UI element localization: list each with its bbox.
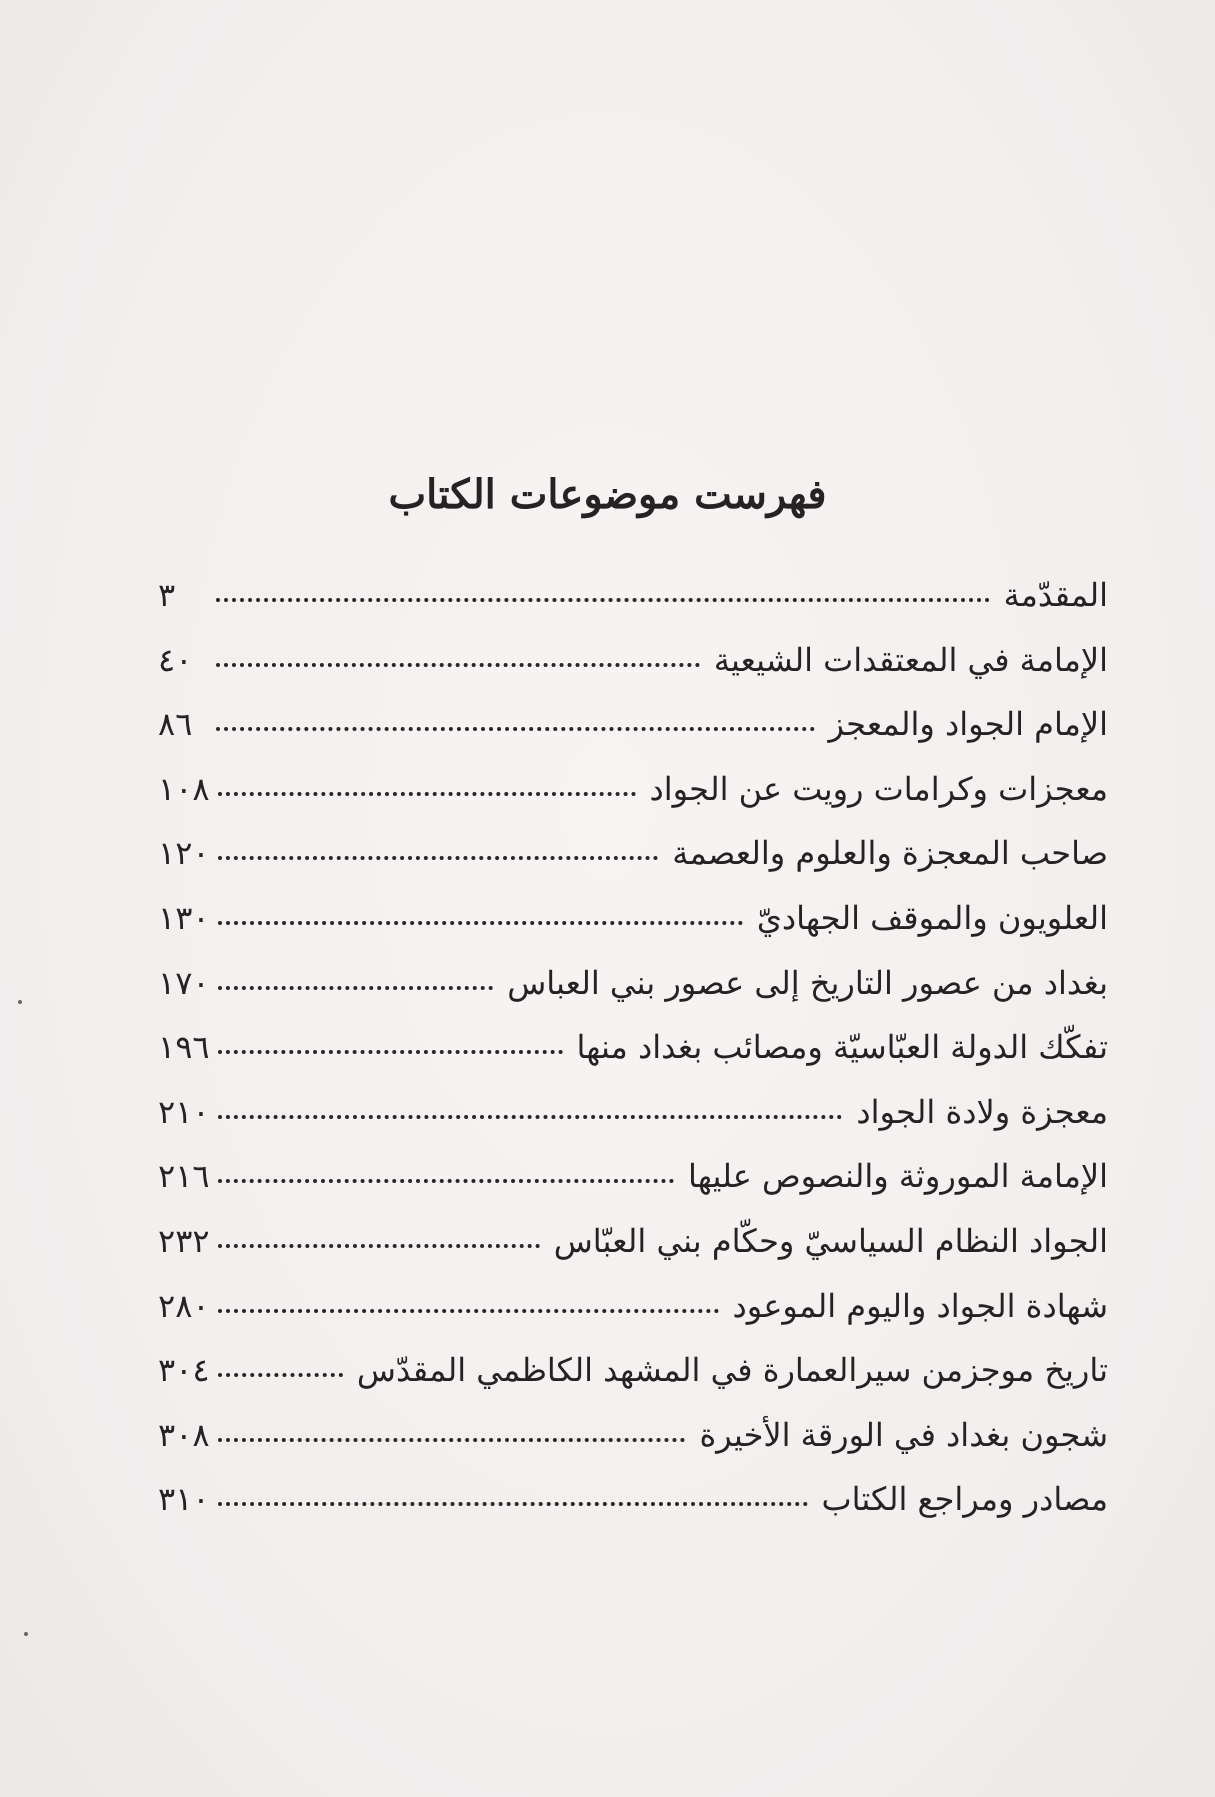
toc-entry-page: ٣٠٨ [158, 1415, 210, 1454]
toc-entry [158, 834, 1108, 899]
toc-entry-page: ١٣٠ [158, 898, 210, 937]
toc-entry [158, 1157, 1108, 1222]
dot-leader [218, 1050, 563, 1054]
toc-entry-title: معجزة ولادة الجواد [856, 1092, 1108, 1131]
toc-entry-page: ٢٣٢ [158, 1221, 210, 1260]
dot-leader [218, 792, 636, 796]
dot-leader [218, 1244, 540, 1248]
table-of-contents [158, 576, 1108, 1545]
toc-entry-title: الجواد النظام السياسيّ وحكّام بني العبّاس [553, 1221, 1108, 1260]
toc-entry-page: ٣١٠ [158, 1480, 210, 1519]
toc-entry-title: المقدّمة [1003, 576, 1108, 614]
toc-entry-page: ١٩٦ [158, 1028, 210, 1067]
toc-entry-title: تاريخ موجزمن سيرالعمارة في المشهد الكاظمي المقدّس [356, 1351, 1108, 1390]
toc-entry [158, 705, 1108, 770]
toc-entry-page: ٣٠٤ [158, 1351, 210, 1390]
toc-entry-title: صاحب المعجزة والعلوم والعصمة [672, 834, 1108, 873]
toc-entry [158, 964, 1108, 1029]
toc-entry [158, 641, 1108, 706]
paper-speck [18, 1000, 22, 1004]
dot-leader [216, 727, 815, 731]
dot-leader [218, 921, 743, 925]
toc-entry [158, 1093, 1108, 1158]
toc-entry [158, 1416, 1108, 1481]
toc-entry [158, 576, 1108, 641]
toc-entry-page: ٣ [158, 576, 176, 614]
dot-leader [218, 1502, 808, 1506]
dot-leader [218, 986, 494, 990]
dot-leader [218, 1179, 674, 1183]
toc-entry [158, 1287, 1108, 1352]
toc-entry-title: بغداد من عصور التاريخ إلى عصور بني العباس [507, 963, 1108, 1002]
dot-leader [218, 1438, 686, 1442]
toc-entry-title: العلويون والموقف الجهاديّ [756, 898, 1108, 937]
dot-leader [218, 1373, 343, 1377]
toc-entry [158, 770, 1108, 835]
toc-entry [158, 899, 1108, 964]
dot-leader [216, 598, 990, 602]
toc-entry [158, 1351, 1108, 1416]
toc-entry-page: ١٧٠ [158, 963, 210, 1002]
toc-entry-title: شجون بغداد في الورقة الأخيرة [699, 1415, 1108, 1454]
toc-entry-page: ٢١٠ [158, 1092, 210, 1131]
toc-entry-page: ٨٦ [158, 705, 193, 744]
dot-leader [218, 1309, 719, 1313]
dot-leader [216, 663, 700, 667]
toc-entry-page: ٢١٦ [158, 1157, 210, 1196]
toc-entry-title: شهادة الجواد واليوم الموعود [732, 1286, 1108, 1325]
toc-entry [158, 1028, 1108, 1093]
toc-entry-page: ٤٠ [158, 640, 193, 679]
toc-entry-title: معجزات وكرامات رويت عن الجواد [649, 769, 1108, 808]
toc-entry-page: ٢٨٠ [158, 1286, 210, 1325]
toc-entry [158, 1222, 1108, 1287]
toc-entry-title: الإمامة في المعتقدات الشيعية [713, 640, 1108, 679]
toc-entry-title: الإمام الجواد والمعجز [828, 705, 1108, 744]
page-title: فهرست موضوعات الكتاب [388, 470, 827, 518]
toc-entry-title: تفكّك الدولة العبّاسيّة ومصائب بغداد منها [576, 1028, 1108, 1067]
dot-leader [218, 1115, 843, 1119]
paper-speck [24, 1632, 28, 1636]
toc-entry-page: ١٠٨ [158, 769, 210, 808]
toc-entry [158, 1480, 1108, 1545]
toc-entry-title: الإمامة الموروثة والنصوص عليها [687, 1157, 1108, 1196]
toc-entry-title: مصادر ومراجع الكتاب [821, 1480, 1108, 1519]
toc-entry-page: ١٢٠ [158, 834, 210, 873]
dot-leader [218, 856, 659, 860]
